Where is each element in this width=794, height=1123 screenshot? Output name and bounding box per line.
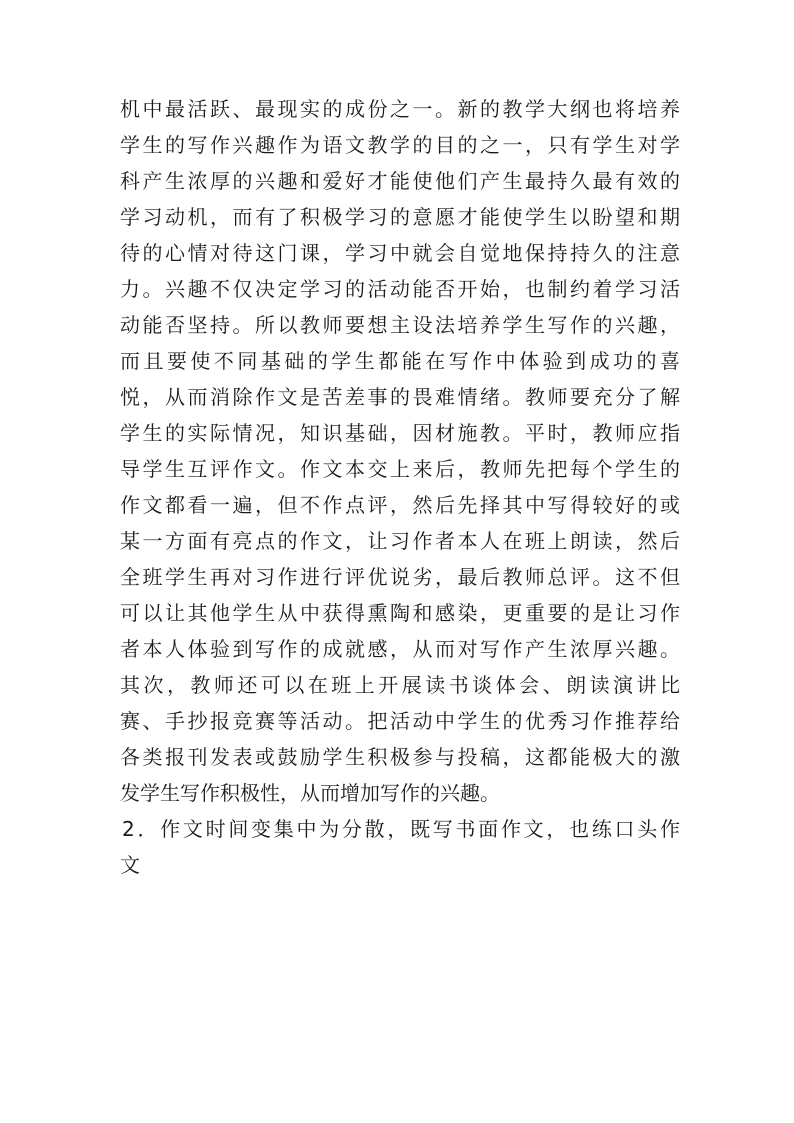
text-line: 者本人体验到写作的成就感，从而对写作产生浓厚兴趣。 xyxy=(120,637,680,661)
text-line: 力。兴趣不仅决定学习的活动能否开始，也制约着学习活 xyxy=(120,277,680,301)
text-line: 学习动机，而有了积极学习的意愿才能使学生以盼望和期 xyxy=(120,205,680,229)
text-line: 各类报刊发表或鼓励学生积极参与投稿，这都能极大的激 xyxy=(120,745,680,769)
text-line: 赛、手抄报竞赛等活动。把活动中学生的优秀习作推荐给 xyxy=(120,709,680,733)
text-line: 悦，从而消除作文是苦差事的畏难情绪。教师要充分了解 xyxy=(120,385,680,409)
text-line: 发学生写作积极性，从而增加写作的兴趣。 xyxy=(120,781,500,805)
section-heading-continued: 文 xyxy=(120,853,140,877)
text-line: 可以让其他学生从中获得熏陶和感染，更重要的是让习作 xyxy=(120,601,680,625)
text-line: 其次，教师还可以在班上开展读书谈体会、朗读演讲比 xyxy=(120,673,680,697)
text-line: 作文都看一遍，但不作点评，然后先择其中写得较好的或 xyxy=(120,493,680,517)
text-line: 导学生互评作文。作文本交上来后，教师先把每个学生的 xyxy=(120,457,680,481)
text-line: 学生的实际情况，知识基础，因材施教。平时，教师应指 xyxy=(120,421,680,445)
text-line: 待的心情对待这门课，学习中就会自觉地保持持久的注意 xyxy=(120,241,680,265)
text-line: 而且要使不同基础的学生都能在写作中体验到成功的喜 xyxy=(120,349,680,373)
text-line: 科产生浓厚的兴趣和爱好才能使他们产生最持久最有效的 xyxy=(120,169,680,193)
text-line: 动能否坚持。所以教师要想主设法培养学生写作的兴趣， xyxy=(120,313,680,337)
text-line: 全班学生再对习作进行评优说劣，最后教师总评。这不但 xyxy=(120,565,680,589)
text-line: 机中最活跃、最现实的成份之一。新的教学大纲也将培养 xyxy=(120,97,680,121)
section-heading: 2．作文时间变集中为分散，既写书面作文，也练口头作 xyxy=(122,817,680,841)
text-line: 学生的写作兴趣作为语文教学的目的之一，只有学生对学 xyxy=(120,133,680,157)
text-line: 某一方面有亮点的作文，让习作者本人在班上朗读，然后 xyxy=(120,529,680,553)
body-text xyxy=(120,91,680,883)
